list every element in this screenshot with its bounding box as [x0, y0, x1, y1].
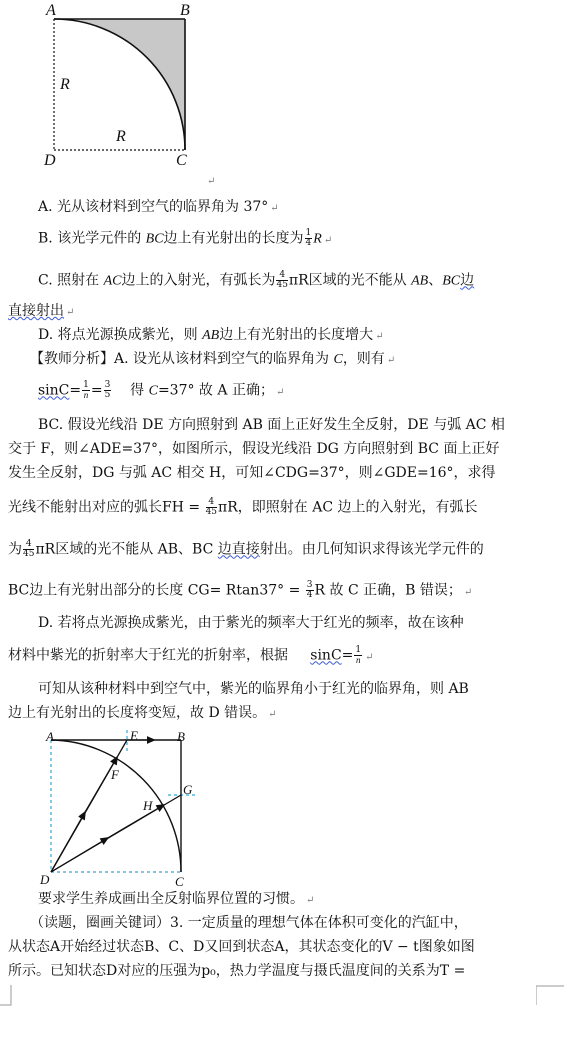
- habit-note: 要求学生养成画出全反射临界位置的习惯。 ↵: [38, 891, 315, 907]
- fig2-label-b: B: [177, 729, 185, 744]
- fig2-label-h: H: [143, 798, 153, 813]
- fig2-label-c: C: [175, 874, 184, 889]
- figure-total-reflection: [40, 728, 210, 888]
- fig2-label-f: F: [111, 767, 119, 782]
- analysis-bc-5: 为 $\frac{4}{45}$ πR区域的光不能从 AB、BC 边直接射出。由几何知识求得该光学元件的: [8, 539, 484, 559]
- analysis-bc-3: 发生全反射，DG 与弧 AC 相交 H，可知∠CDG=37°，则∠GDE=16°，求得: [8, 465, 496, 481]
- option-d: D. 将点光源换成紫光，则 AB边上有光射出的长度增大 ↵: [38, 327, 384, 343]
- fig1-label-r-bottom: R: [116, 128, 126, 145]
- analysis-eq1: sinC= $\frac{1}{n}$ = $\frac{3}{5}$ 得 C=37° 故 A 正确； ↵: [38, 380, 285, 400]
- analysis-d-3: 可知从该种材料中到空气中，紫光的临界角小于红光的临界角，则 AB: [38, 681, 469, 697]
- option-a: A. 光从该材料到空气的临界角为 37° ↵: [38, 199, 279, 215]
- fig2-label-d: D: [40, 872, 50, 887]
- analysis-bc-1: BC. 假设光线沿 DE 方向照射到 AB 面上正好发生全反射，DE 与弧 AC 相: [38, 417, 505, 433]
- fig1-label-r-left: R: [60, 76, 70, 93]
- question-3-line3: 所示。已知状态D对应的压强为p₀，热力学温度与摄氏温度间的关系为T =: [8, 963, 466, 979]
- fig2-label-a: A: [46, 729, 54, 744]
- analysis-bc-2: 交于 F，则∠ADE=37°，如图所示，假设光线沿 DG 方向照射到 BC 面上正好: [8, 441, 500, 457]
- analysis-d-1: D. 若将点光源换成紫光，由于紫光的频率大于红光的频率，故在该种: [38, 615, 464, 631]
- option-b: B. 该光学元件的 BC边上有光射出的长度为 $\frac{1}{4}$ R ↵: [38, 228, 333, 248]
- analysis-head: 【教师分析】A. 设光从该材料到空气的临界角为 C，则有 ↵: [30, 351, 396, 367]
- fig1-label-d: D: [44, 152, 56, 169]
- fig2-label-e: E: [130, 728, 138, 743]
- fig1-label-c: C: [176, 152, 187, 169]
- ray-dg-arrow-1: [51, 839, 106, 872]
- question-3-line1: （读题，圈画关键词）3. 一定质量的理想气体在体积可变化的汽缸中，: [30, 915, 468, 931]
- fig1-label-b: B: [180, 2, 190, 19]
- analysis-d-4: 边上有光射出的长度将变短，故 D 错误。 ↵: [8, 705, 277, 721]
- question-3-line2: 从状态A开始经过状态B、C、D又回到状态A，其状态变化的V − t图象如图: [8, 939, 475, 955]
- page-corner-left: [0, 985, 12, 1007]
- analysis-bc-6: BC边上有光射出部分的长度 CG= Rtan37° = $\frac{3}{4}$ R 故 C 正确，B 错误； ↵: [8, 580, 473, 600]
- option-c: C. 照射在 AC边上的入射光，有弧长为 $\frac{4}{45}$ πR区域的光不能从 AB、BC边: [38, 270, 475, 290]
- page-corner-right: [536, 985, 564, 1007]
- ray-de-arrow-1: [51, 814, 84, 872]
- paragraph-mark: ↵: [207, 176, 216, 187]
- analysis-d-2: 材料中紫光的折射率大于红光的折射率，根据 sinC= $\frac{1}{n}$ ↵: [8, 645, 374, 665]
- fig2-label-g: G: [183, 782, 193, 797]
- analysis-bc-4: 光线不能射出对应的弧长FH = $\frac{4}{45}$ πR，即照射在 AC 边上的入射光，有弧长: [8, 497, 478, 517]
- ray-dg-arrow-2: [106, 806, 162, 839]
- option-c-line2: 直接射出 ↵: [8, 303, 75, 319]
- fig1-label-a: A: [46, 2, 56, 19]
